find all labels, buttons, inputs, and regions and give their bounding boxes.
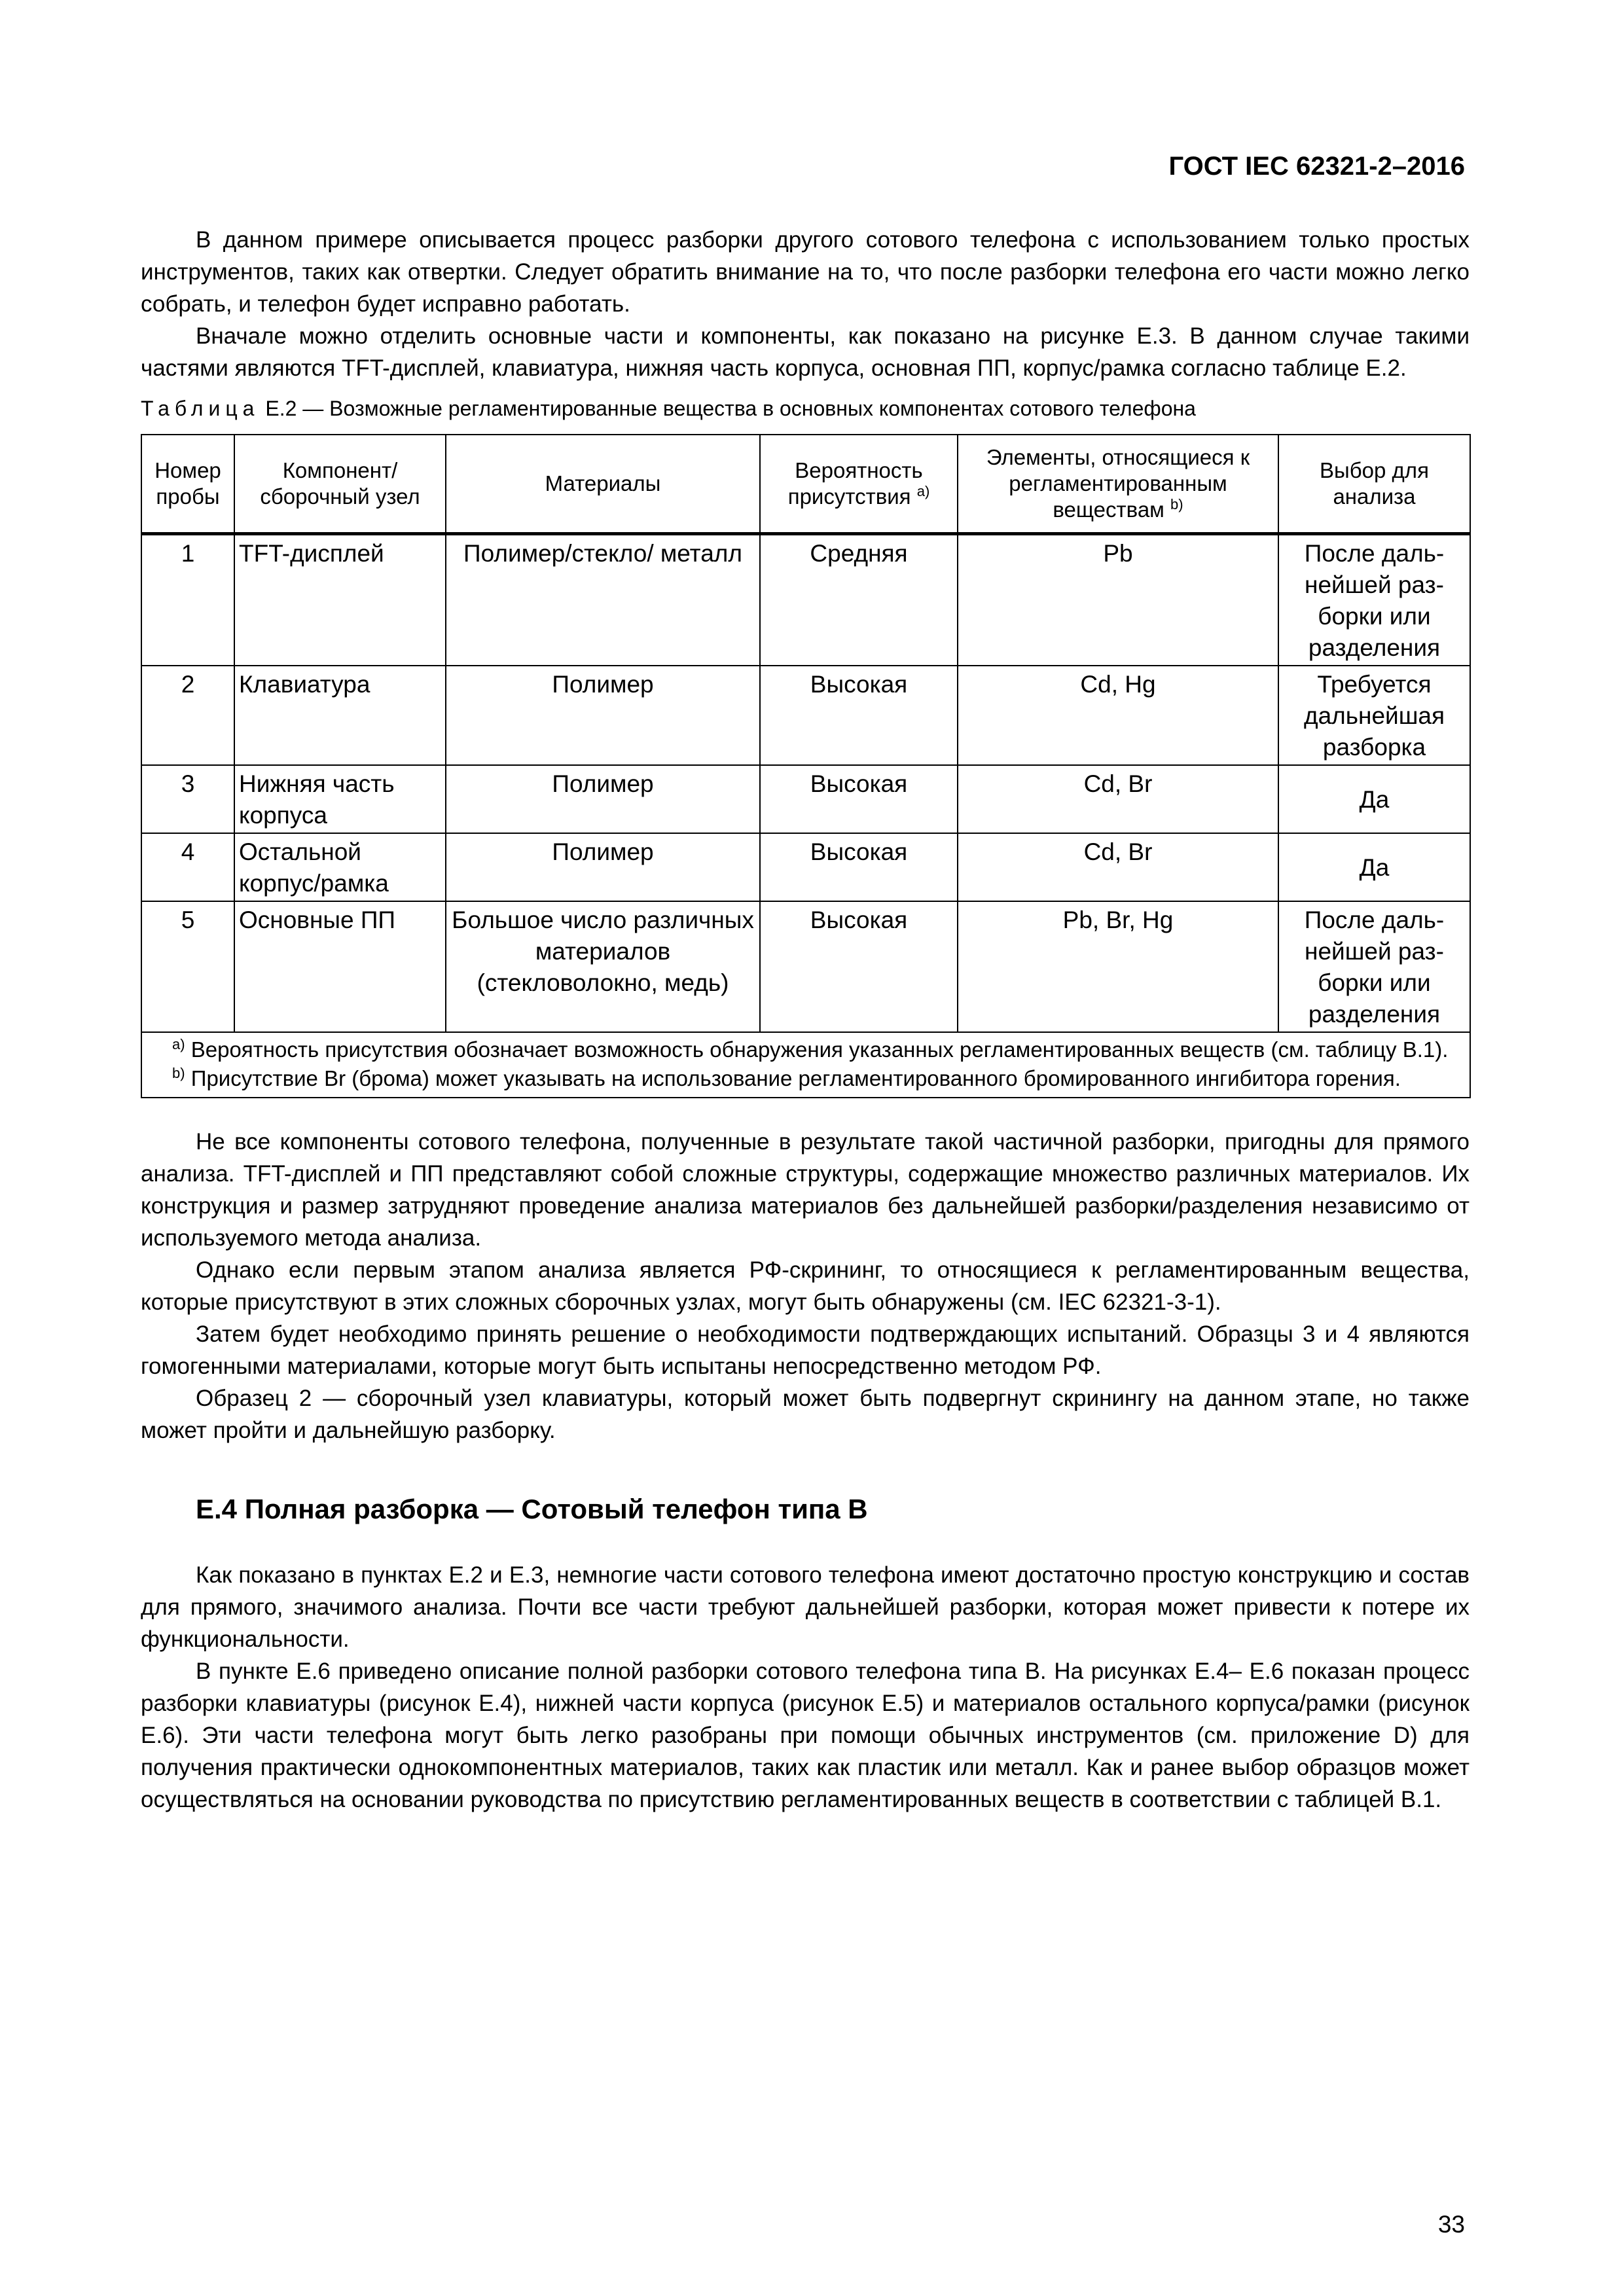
body-paragraph: Образец 2 — сборочный узел клавиатуры, который может быть подвергнут скринингу на данном этапе, но также может пройти и дальнейшую разборку. <box>141 1386 1470 1443</box>
table-notes-row <box>141 1032 1470 1098</box>
section-paragraph: В пункте Е.6 приведено описание полной разборки сотового телефона типа В. На рисунках Е.4– Е.6 показан процесс разборки клавиатуры (рисунок Е.4), нижней части корпуса (рисунок Е.5) и материалов остального корпуса/рамки (рисунок Е.6). Эти части телефона могут быть легко разобраны при помощи обычных инструментов (см. приложение D) для получения практически однокомпонентных материалов, таких как пластик или металл. Как и ранее выбор образцов может осуществляться на основании руководства по присутствию регламентированных веществ в соответствии с таблицей В.1. <box>141 1659 1470 1812</box>
header-materials: Материалы <box>446 435 760 534</box>
intro-paragraph: Вначале можно отделить основные части и компоненты, как показано на рисунке Е.3. В данном случае такими частями являются TFT-дисплей, клавиатура, нижняя часть корпуса, основная ПП, корпус/рамка согласно таблице Е.2. <box>141 323 1470 381</box>
cell-probe: 4 <box>141 833 234 901</box>
section-paragraph: Как показано в пунктах Е.2 и Е.3, немногие части сотового телефона имеют достаточно простую конструкцию и состав для прямого, значимого анализа. Почти все части требуют дальнейшей разборки, которая может привести к потере их функциональности. <box>141 1562 1470 1652</box>
document-standard-header: ГОСТ IEC 62321-2–2016 <box>1168 152 1465 181</box>
note-mark: a) <box>172 1036 185 1052</box>
cell-selection: Да <box>1278 833 1470 901</box>
body-paragraph: Не все компоненты сотового телефона, полученные в результате такой частичной разборки, пригодны для прямого анализа. TFT-дисплей и ПП представляют собой сложные структуры, содержащие множество различных материалов. Их конструкция и размер затрудняют проведение анализа материалов без дальнейшей разборки/разделения независимо от используемого метода анализа. <box>141 1129 1470 1251</box>
table-caption <box>141 395 1470 422</box>
cell-materials: Полимер/стекло/ металл <box>446 534 760 666</box>
cell-probability: Средняя <box>760 534 958 666</box>
table-row <box>141 765 1470 833</box>
cell-selection: После даль- нейшей раз- борки или разделения <box>1278 901 1470 1032</box>
table-note-b: $^{b)}$ Присутствие Br (брома) может указывать на использование регламентированного бромированного ингибитора горения. <box>172 1065 1401 1090</box>
table-notes <box>141 1032 1470 1098</box>
table-note-a: $^{a)}$ Вероятность присутствия обозначает возможность обнаружения указанных регламентированных веществ (см. таблицу В.1). <box>172 1036 1449 1062</box>
cell-component: Клавиатура <box>234 666 446 765</box>
cell-elements: Pb <box>958 534 1278 666</box>
cell-materials: Полимер <box>446 765 760 833</box>
cell-elements: Cd, Hg <box>958 666 1278 765</box>
cell-probability: Высокая <box>760 901 958 1032</box>
header-selection: Выбор для анализа <box>1278 435 1470 534</box>
substances-table <box>141 434 1471 1098</box>
header-component: Компонент/ сборочный узел <box>234 435 446 534</box>
cell-probe: 1 <box>141 534 234 666</box>
cell-elements: Cd, Br <box>958 833 1278 901</box>
footnote-mark-a: a) <box>916 483 930 499</box>
cell-materials: Полимер <box>446 666 760 765</box>
body-paragraph: Однако если первым этапом анализа является РФ-скрининг, то относящиеся к регламентированным вещества, которые присутствуют в этих сложных сборочных узлах, могут быть обнаружены (см. IEC 62321-3-1). <box>141 1257 1470 1315</box>
cell-selection: Да <box>1278 765 1470 833</box>
cell-probability: Высокая <box>760 765 958 833</box>
cell-probability: Высокая <box>760 666 958 765</box>
cell-elements: Pb, Br, Hg <box>958 901 1278 1032</box>
body-paragraph: Затем будет необходимо принять решение о необходимости подтверждающих испытаний. Образцы 3 и 4 являются гомогенными материалами, которые могут быть испытаны непосредственно методом РФ. <box>141 1321 1470 1379</box>
table-caption-text: Е.2 — Возможные регламентированные вещества в основных компонентах сотового телефона <box>259 397 1196 420</box>
intro-paragraph: В данном примере описывается процесс разборки другого сотового телефона с использованием только простых инструментов, таких как отвертки. Следует обратить внимание на то, что после разборки телефона его части можно легко собрать, и телефон будет исправно работать. <box>141 227 1470 317</box>
cell-probe: 2 <box>141 666 234 765</box>
cell-component: Нижняя часть корпуса <box>234 765 446 833</box>
cell-selection: После даль- нейшей раз- борки или разделения <box>1278 534 1470 666</box>
header-probe: Номер пробы <box>141 435 234 534</box>
page-number: 33 <box>1437 2211 1465 2238</box>
cell-elements: Cd, Br <box>958 765 1278 833</box>
header-elements: Элементы, относящиеся к регламентированным веществам $^{b)}$ <box>958 435 1278 534</box>
note-mark: b) <box>172 1065 185 1081</box>
table-header-row <box>141 435 1470 534</box>
section-title: Е.4 Полная разборка — Сотовый телефон типа В <box>196 1494 868 1524</box>
cell-materials: Полимер <box>446 833 760 901</box>
footnote-mark-b: b) <box>1170 496 1183 512</box>
table-caption-label: Таблица <box>141 397 260 420</box>
table-row <box>141 833 1470 901</box>
cell-probability: Высокая <box>760 833 958 901</box>
cell-component: TFT-дисплей <box>234 534 446 666</box>
header-probability: Вероятность присутствия $^{a)}$ <box>760 435 958 534</box>
cell-component: Остальной корпус/рамка <box>234 833 446 901</box>
table-row <box>141 666 1470 765</box>
cell-materials: Большое число различных материалов (стекловолокно, медь) <box>446 901 760 1032</box>
table-row <box>141 901 1470 1032</box>
page-content <box>141 224 1470 1816</box>
cell-component: Основные ПП <box>234 901 446 1032</box>
cell-selection: Требуется дальнейшая разборка <box>1278 666 1470 765</box>
table-row <box>141 534 1470 666</box>
cell-probe: 3 <box>141 765 234 833</box>
cell-probe: 5 <box>141 901 234 1032</box>
